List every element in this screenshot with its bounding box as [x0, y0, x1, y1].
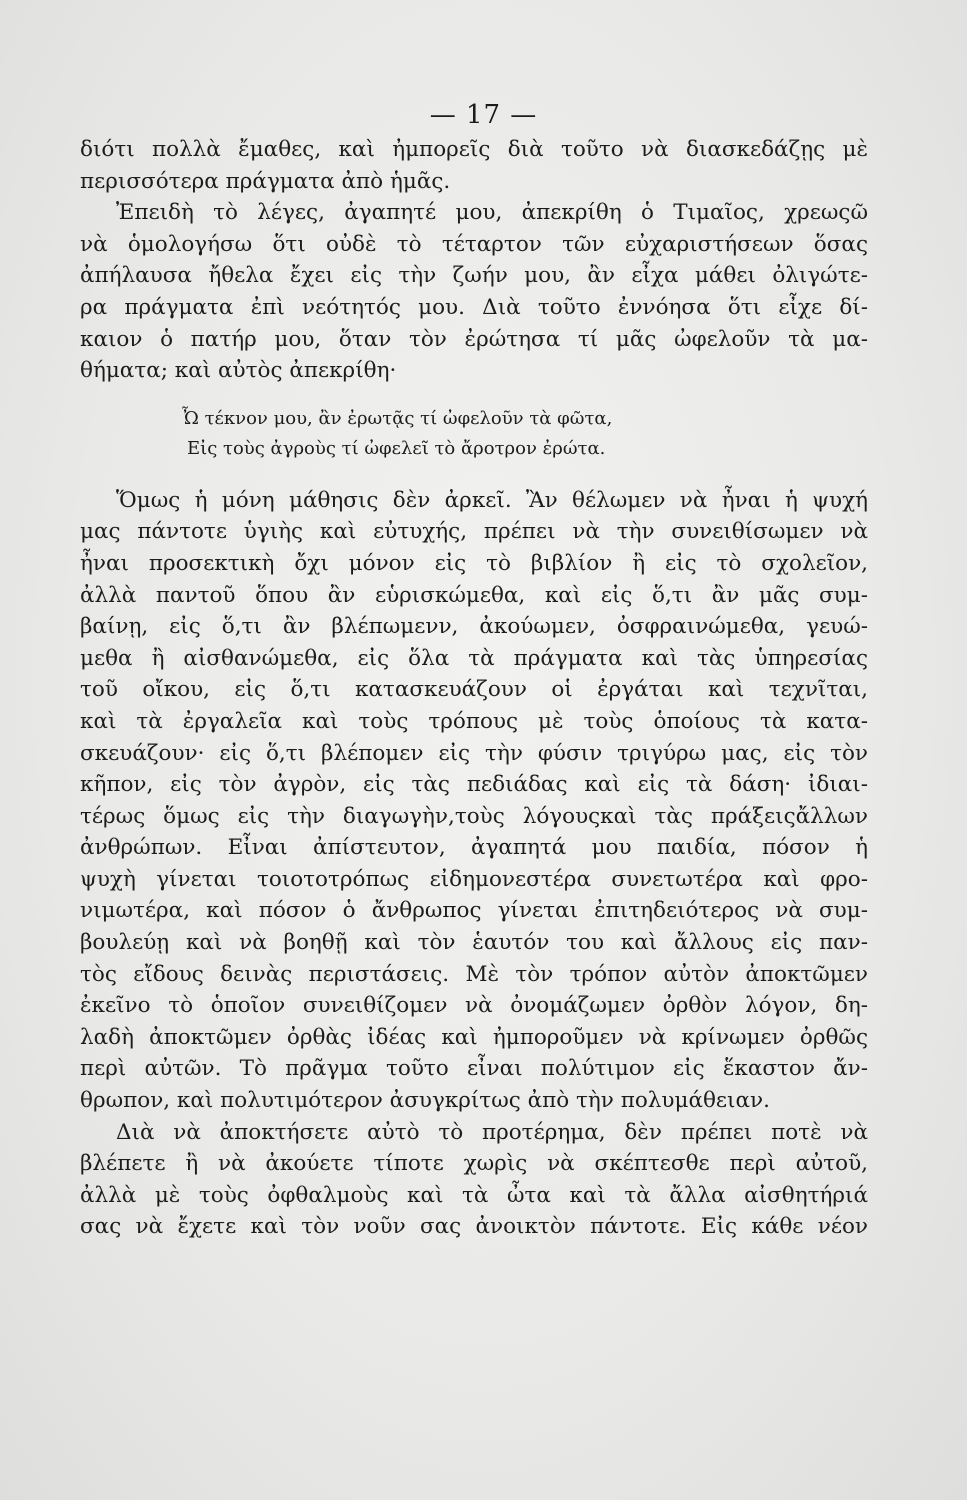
text-line: λαδὴ ἀποκτῶμεν ὀρθὰς ἰδέας καὶ ἠμποροῦμεν νὰ κρίνωμεν ὀρθῶς [80, 1024, 868, 1050]
text-line: περισσότερα πράγματα ἀπὸ ἡμᾶς. [80, 168, 451, 194]
text-line: ἀπήλαυσα ἤθελα ἔχει εἰς τὴν ζωήν μου, ἂν εἶχα μάθει ὀλιγώτε- [80, 263, 868, 289]
text-line: ρα πράγματα ἐπὶ νεότητός μου. Διὰ τοῦτο ἐννόησα ὅτι εἶχε δί- [80, 294, 868, 320]
text-line: καὶ τὰ ἐργαλεῖα καὶ τοὺς τρόπους μὲ τοὺς ὁποίους τὰ κατα- [80, 708, 868, 734]
text-line: νὰ ὁμολογήσω ὅτι οὐδὲ τὸ τέταρτον τῶν εὐχαριστήσεων ὅσας [80, 231, 868, 257]
text-line: βλέπετε ἢ νὰ ἀκούετε τίποτε χωρὶς νὰ σκέπτεσθε περὶ αὐτοῦ, [80, 1151, 868, 1177]
text-line: βαίνῃ, εἰς ὅ,τι ἂν βλέπωμενν, ἀκούωμεν, ὀσφραινώμεθα, γευώ- [80, 614, 868, 640]
text-line: ψυχὴ γίνεται τοιοτοτρόπως εἰδημονεστέρα συνετωτέρα καὶ φρο- [80, 866, 868, 892]
text-line: περὶ αὐτῶν. Τὸ πρᾶγμα τοῦτο εἶναι πολύτιμον εἰς ἕκαστον ἄν- [80, 1056, 868, 1082]
page-number: — 17 — [429, 100, 538, 130]
text-line: ἦναι προσεκτικὴ ὄχι μόνον εἰς τὸ βιβλίον ἢ εἰς τὸ σχολεῖον, [80, 550, 868, 576]
text-line: ἀλλὰ παντοῦ ὅπου ἂν εὑρισκώμεθα, καὶ εἰς ὅ,τι ἂν μᾶς συμ- [80, 582, 868, 608]
paragraph-group-1 [80, 134, 868, 387]
text-line: βουλεύῃ καὶ νὰ βοηθῇ καὶ τὸν ἑαυτόν του καὶ ἄλλους εἰς παν- [80, 930, 868, 956]
text-line: καιον ὁ πατήρ μου, ὅταν τὸν ἐρώτησα τί μᾶς ὠφελοῦν τὰ μα- [80, 326, 868, 352]
text-line: τέρως ὅμως εἰς τὴν διαγωγὴν,τοὺς λόγουςκαὶ τὰς πράξειςἄλλων [80, 803, 868, 829]
text-line: τοῦ οἴκου, εἰς ὅ,τι κατασκευάζουν οἱ ἐργάται καὶ τεχνῖται, [80, 677, 868, 703]
text-line: ἀλλὰ μὲ τοὺς ὀφθαλμοὺς καὶ τὰ ὦτα καὶ τὰ ἄλλα αἰσθητήριά [80, 1182, 868, 1208]
text-line: σκευάζουν· εἰς ὅ,τι βλέπομεν εἰς τὴν φύσιν τριγύρω μας, εἰς τὸν [80, 740, 868, 766]
paragraph-group-2 [80, 485, 868, 1243]
text-line: νιμωτέρα, καὶ πόσον ὁ ἄνθρωπος γίνεται ἐπιτηδειότερος νὰ συμ- [80, 898, 868, 924]
text-line: κῆπον, εἰς τὸν ἀγρὸν, εἰς τὰς πεδιάδας καὶ εἰς τὰ δάση· ἰδιαι- [80, 772, 868, 798]
text-line: τὸς εἴδους δεινὰς περιστάσεις. Μὲ τὸν τρόπον αὐτὸν ἀποκτῶμεν [80, 961, 868, 987]
text-line: Διὰ νὰ ἀποκτήσετε αὐτὸ τὸ προτέρημα, δὲν πρέπει ποτὲ νὰ [116, 1119, 868, 1145]
text-line: Ἐπειδὴ τὸ λέγες, ἀγαπητέ μου, ἀπεκρίθη ὁ Τιμαῖος, χρεωςῶ [116, 200, 868, 226]
verse-line: Ὦ τέκνον μου, ἂν ἐρωτᾷς τί ὠφελοῦν τὰ φῶτα, [182, 407, 613, 429]
text-line: σας νὰ ἔχετε καὶ τὸν νοῦν σας ἀνοικτὸν πάντοτε. Εἰς κάθε νέον [80, 1214, 868, 1240]
text-line: Ὅμως ἡ μόνη μάθησις δὲν ἀρκεῖ. Ἂν θέλωμεν νὰ ἦναι ἡ ψυχή [116, 487, 868, 513]
body-text [80, 134, 868, 1243]
text-line: θήματα; καὶ αὐτὸς ἀπεκρίθη· [80, 358, 397, 384]
verse-quote [80, 404, 868, 464]
text-line: μεθα ἢ αἰσθανώμεθα, εἰς ὅλα τὰ πράγματα καὶ τὰς ὑπηρεσίας [80, 645, 868, 671]
text-line: μας πάντοτε ὑγιὴς καὶ εὐτυχής, πρέπει νὰ τὴν συνειθίσωμεν νὰ [80, 519, 868, 545]
verse-line: Εἰς τοὺς ἀγροὺς τί ὠφελεῖ τὸ ἄροτρον ἐρώτα. [187, 437, 606, 459]
text-line: ἀνθρώπων. Εἶναι ἀπίστευτον, ἀγαπητά μου παιδία, πόσον ἡ [80, 835, 868, 861]
text-line: θρωπον, καὶ πολυτιμότερον ἀσυγκρίτως ἀπὸ τὴν πολυμάθειαν. [80, 1088, 770, 1114]
text-line: διότι πολλὰ ἔμαθες, καὶ ἠμπορεῖς διὰ τοῦτο νὰ διασκεδάζῃς μὲ [80, 137, 868, 162]
text-line: ἐκεῖνο τὸ ὁποῖον συνειθίζομεν νὰ ὀνομάζωμεν ὀρθὸν λόγον, δη- [80, 993, 868, 1019]
